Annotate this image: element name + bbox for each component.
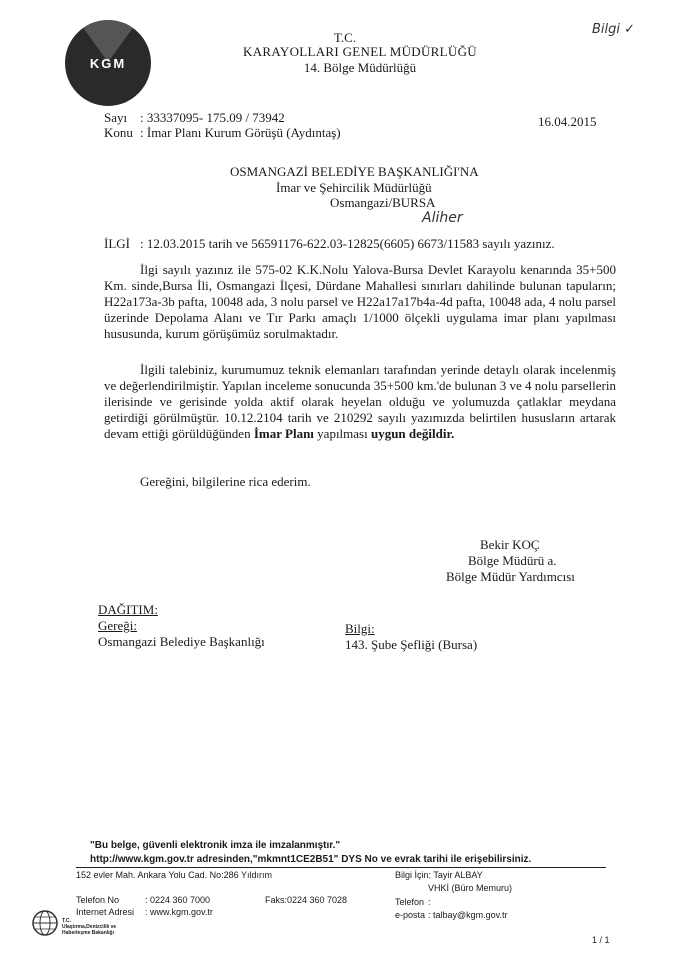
page-number: 1 / 1 — [592, 935, 610, 945]
body-paragraph-1-text: İlgi sayılı yazınız ile 575-02 K.K.Nolu Yalova-Bursa Devlet Karayolu kenarında 35+500 Km. sinde,Bursa İli, Osmangazi İlçesi, Dürdane Mahallesi sınırları dahilinde bulunan tapuların; H22a173a-3b pafta, 10048 ada, 3 nolu parsel ve H22a17a17b4a-4d pafta, 10048 ada, 4 nolu parsel üzerinde Depolama Alanı ve Tır Parkı amaçlı 1/1000 ölçekli uygulama imar planı yapılması hususunda, kurum görüşümüz sorulmaktadır. — [104, 262, 616, 341]
distribution-gereği-value: Osmangazi Belediye Başkanlığı — [98, 634, 265, 649]
header-region: 14. Bölge Müdürlüğü — [303, 60, 417, 75]
handwritten-note-top: Bilgi ✓ — [592, 22, 636, 37]
signature-title-2: Bölge Müdür Yardımcısı — [446, 569, 575, 584]
footer-eposta-value: : talbay@kgm.gov.tr — [428, 910, 508, 920]
ministry-name — [62, 918, 116, 936]
document-date: 16.04.2015 — [538, 114, 597, 129]
body-paragraph-2-mid: yapılması — [317, 426, 368, 441]
ministry-line-2: Ulaştırma,Denizcilik ve — [62, 924, 117, 930]
body-paragraph-1 — [104, 262, 616, 342]
recipient-line2: İmar ve Şehircilik Müdürlüğü — [276, 180, 432, 195]
konu-label: Konu — [104, 125, 133, 140]
footer-address: 152 evler Mah. Ankara Yolu Cad. No:286 Yıldırım — [76, 870, 272, 880]
ilgi-text: : 12.03.2015 tarih ve 56591176-622.03-12825(6605) 6673/11583 sayılı yazınız. — [140, 236, 555, 251]
footer-eposta-label: e-posta — [395, 910, 426, 920]
sayi-label: Sayı — [104, 110, 128, 125]
signature-title-1: Bölge Müdürü a. — [468, 553, 557, 568]
footer-fax: Faks:0224 360 7028 — [265, 895, 348, 905]
signature-name: Bekir KOÇ — [480, 537, 540, 552]
footer-e-signature-note: "Bu belge, güvenli elektronik imza ile imzalanmıştır." — [90, 840, 341, 851]
ministry-line-1: T.C. — [62, 918, 71, 924]
handwritten-note-mid: Aliher — [422, 210, 463, 226]
kgm-logo — [65, 20, 151, 106]
footer-tel-value: : 0224 360 7000 — [145, 895, 211, 905]
distribution-gereği-label: Gereği: — [98, 618, 137, 633]
footer-tel-label: Telefon No — [76, 895, 120, 905]
body-paragraph-3: Gereğini, bilgilerine rica ederim. — [140, 474, 311, 489]
logo-text: KGM — [89, 56, 127, 71]
ilgi-label: İLGİ — [104, 236, 130, 251]
body-paragraph-2-text: İlgili talebiniz, kurumumuz teknik elemanları tarafından yerinde detaylı olarak incelenmiş ve değerlendirilmiştir. Yapılan inceleme sonucunda 35+500 km.'de bulunan 3 ve 4 nolu parsellerin ilerisinde ve gerisinde yolda aktif olarak heyelan olduğu ve yolumuzda çatlaklar meydana getirdiği görülmüştür. 10.12.2104 tarih ve 210292 sayılı yazımızda belirtilen hususların artarak devam ettiği görüldüğünden — [104, 362, 616, 441]
body-paragraph-2-bold-1: İmar Planı — [253, 426, 314, 441]
footer-internet-label: Internet Adresi — [76, 907, 135, 917]
footer-vhki: VHKİ (Büro Memuru) — [428, 883, 513, 893]
body-paragraph-2-bold-2: uygun değildir. — [370, 426, 455, 441]
header-tc: T.C. — [333, 30, 357, 45]
sayi-value: : 33337095- 175.09 / 73942 — [140, 110, 285, 125]
footer-verification-note: http://www.kgm.gov.tr adresinden,"mkmnt1CE2B51" DYS No ve evrak tarihi ile erişebilirsiniz. — [90, 854, 532, 865]
ministry-globe-icon — [30, 908, 60, 938]
recipient-line1: OSMANGAZİ BELEDİYE BAŞKANLIĞI'NA — [230, 164, 479, 179]
footer-internet-value: : www.kgm.gov.tr — [145, 907, 213, 917]
distribution-bilgi-value: 143. Şube Şefliği (Bursa) — [345, 637, 478, 652]
recipient-line3: Osmangazi/BURSA — [330, 195, 436, 210]
footer-telefon-value: : — [428, 897, 431, 907]
ministry-line-3: Haberleşme Bakanlığı — [62, 930, 114, 936]
distribution-bilgi-label: Bilgi: — [345, 621, 375, 636]
header-organization: KARAYOLLARI GENEL MÜDÜRLÜĞÜ — [243, 44, 477, 59]
konu-value: : İmar Planı Kurum Görüşü (Aydıntaş) — [140, 125, 341, 140]
body-paragraph-2 — [104, 362, 616, 442]
distribution-heading: DAĞITIM: — [98, 602, 158, 617]
footer-telefon-label: Telefon — [395, 897, 425, 907]
footer-bilgi-icin: Bilgi İçin: Tayir ALBAY — [395, 870, 483, 880]
footer-divider — [76, 867, 606, 868]
